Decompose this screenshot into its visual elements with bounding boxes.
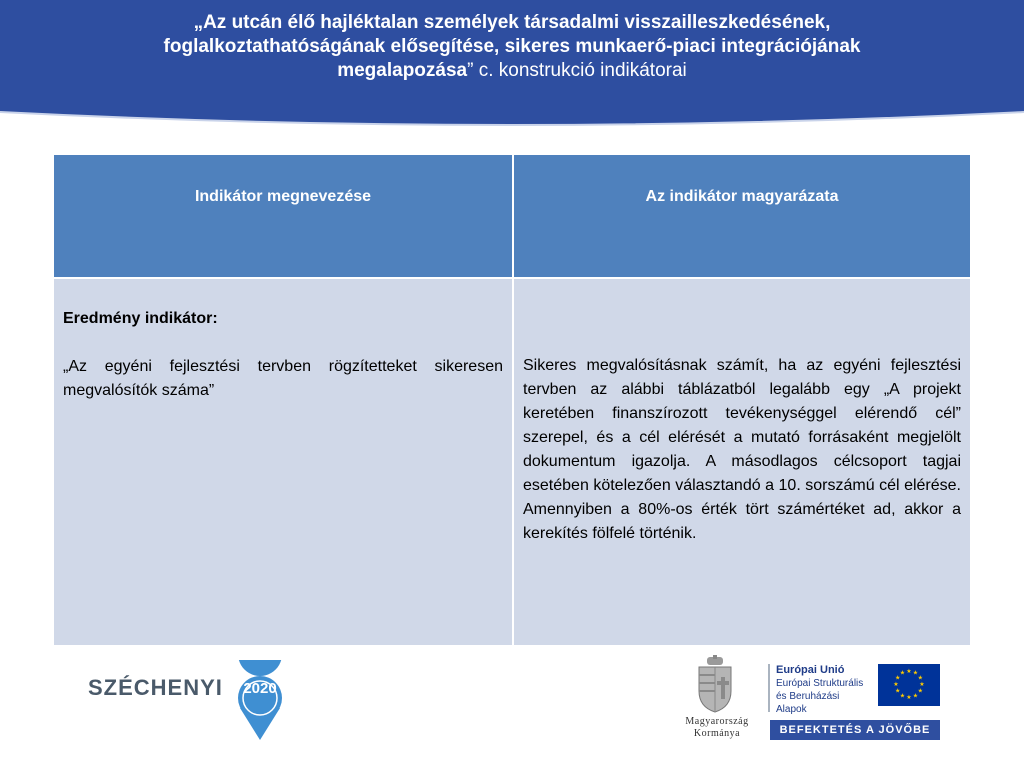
indicator-explanation-cell <box>513 278 971 646</box>
svg-text:★: ★ <box>919 681 925 688</box>
government-line2: Kormánya <box>693 728 741 739</box>
column-header-explanation-text: Az indikátor magyarázata <box>645 188 839 205</box>
indicator-explanation-text: Sikeres megvalósításnak számít, ha az egyéni fejlesztési tervben az alábbi táblázatból legalább egy „A projekt keretében finanszírozott tevékenységgel elérendő cél” szerepel, és a cél elérését a mutató forrásaként megjelölt dokumentum igazolja. A másodlagos célcsoport tagjai esetében kötelezően választandó a 10. sorszámú cél elérése. Amennyiben a 80%-os érték tört számértéket ad, akkor a kerekítés fölfelé történik. <box>523 357 961 542</box>
szechenyi-word: SZÉCHENYI <box>88 675 223 700</box>
eu-line2: és Beruházási Alapok <box>776 691 840 715</box>
header-banner <box>0 0 1024 140</box>
eu-funds-text <box>768 664 870 715</box>
indicator-table <box>52 153 972 647</box>
eu-flag-icon <box>878 664 940 706</box>
svg-text:★: ★ <box>917 687 923 695</box>
page-title-bold: „Az utcán élő hajléktalan személyek társadalmi visszailleszkedésének, foglalkoztathatóságának elősegítése, sikeres munkaerő-piaci integrációjának megalapozása <box>163 12 861 81</box>
indicator-name-cell <box>53 278 513 646</box>
table-row <box>53 278 971 646</box>
svg-text:★: ★ <box>895 687 901 695</box>
page-title-rest: ” c. konstrukció indikátorai <box>467 60 687 81</box>
svg-text:★: ★ <box>906 694 912 701</box>
svg-text:★: ★ <box>912 669 919 677</box>
svg-text:★: ★ <box>899 692 906 700</box>
svg-text:★: ★ <box>895 674 901 682</box>
svg-text:★: ★ <box>893 681 899 688</box>
svg-text:★: ★ <box>899 669 906 677</box>
column-header-name <box>53 154 513 278</box>
column-header-explanation <box>513 154 971 278</box>
eu-line1: Európai Strukturális <box>776 678 864 689</box>
page-title <box>150 11 874 83</box>
table-header-row <box>53 154 971 278</box>
szechenyi-year: 2020 <box>243 680 277 697</box>
result-indicator-label: Eredmény indikátor: <box>63 310 218 327</box>
svg-text:★: ★ <box>912 692 919 700</box>
eu-title: Európai Unió <box>776 664 845 676</box>
government-line1: Magyarország <box>685 716 749 727</box>
indicator-name-text: „Az egyéni fejlesztési tervben rögzítetteket sikeresen megvalósítók száma” <box>63 358 503 399</box>
svg-text:★: ★ <box>917 674 923 682</box>
column-header-name-text: Indikátor megnevezése <box>194 188 372 205</box>
hungarian-crest-icon <box>695 655 735 713</box>
slogan-banner: BEFEKTETÉS A JÖVŐBE <box>770 720 940 740</box>
government-name <box>668 716 766 740</box>
svg-text:★: ★ <box>906 668 912 675</box>
